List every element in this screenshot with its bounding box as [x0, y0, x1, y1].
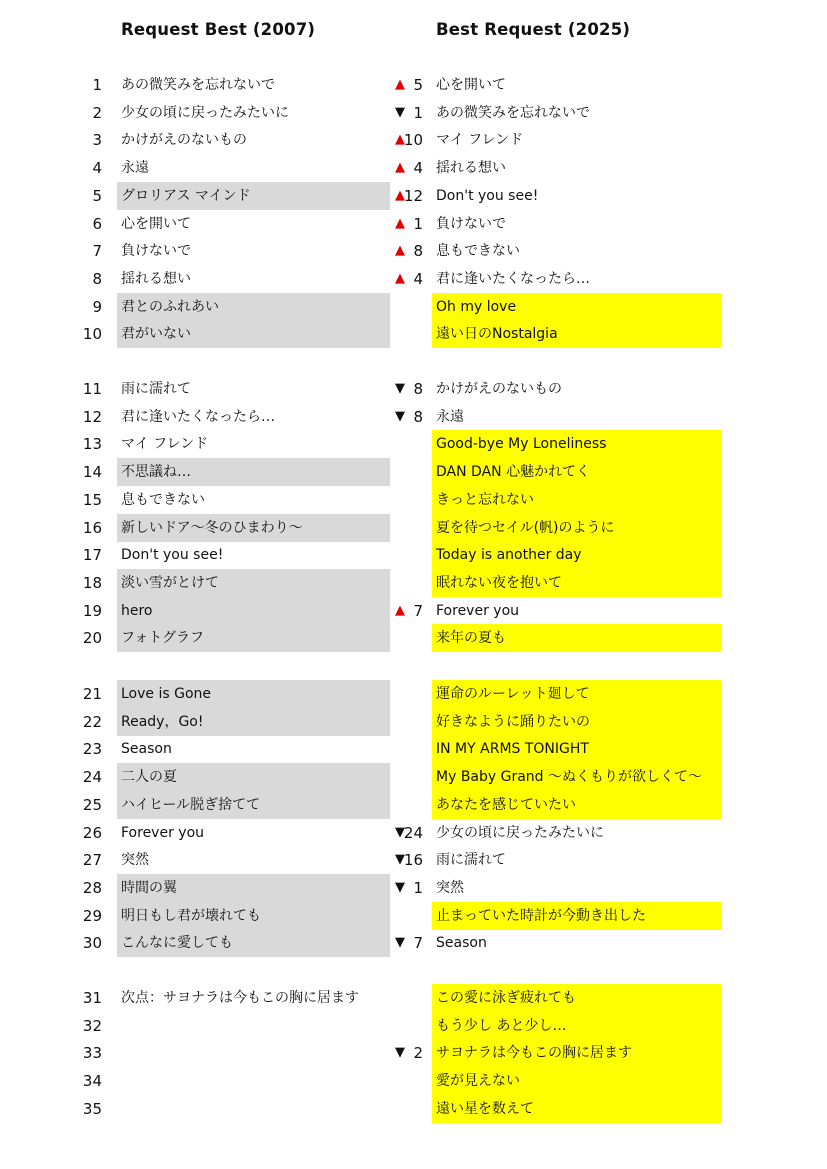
song-title-2007: 君とのふれあい — [121, 299, 219, 315]
left-cell — [117, 846, 390, 874]
header-request-best-2007: Request Best (2007) — [121, 20, 316, 39]
table-row — [0, 541, 827, 569]
song-title-2025: サヨナラは今もこの胸に居ます — [436, 1045, 632, 1061]
song-title-2025: かけがえのないもの — [436, 381, 562, 397]
song-title-2025: 来年の夏も — [436, 630, 506, 646]
table-row — [0, 154, 827, 182]
rank-number: 28 — [82, 879, 102, 897]
table-row — [0, 597, 827, 625]
song-title-2007: 淡い雪がとけて — [121, 575, 219, 591]
table-row — [0, 293, 827, 321]
song-title-2007: 新しいドア～冬のひまわり～ — [121, 520, 303, 536]
left-highlight-cell — [117, 597, 390, 625]
rank-number: 9 — [92, 298, 102, 316]
rank-number: 35 — [82, 1100, 102, 1118]
song-title-2025: Good-bye My Loneliness — [436, 436, 607, 452]
song-title-2007: 二人の夏 — [121, 769, 177, 785]
rank-number: 24 — [82, 768, 102, 786]
song-title-2025: 好きなように踊りたいの — [436, 714, 590, 730]
table-row — [0, 403, 827, 431]
table-row — [0, 1039, 827, 1067]
rank-change — [391, 265, 425, 293]
rank-number: 11 — [82, 380, 102, 398]
rank-change-number: 1 — [413, 879, 423, 897]
rank-number: 31 — [82, 989, 102, 1007]
table-row — [0, 126, 827, 154]
song-title-2025: 夏を待つセイル(帆)のように — [436, 520, 615, 536]
rank-change — [391, 375, 425, 403]
table-row — [0, 874, 827, 902]
rank-number: 27 — [82, 851, 102, 869]
song-title-2007: マイ フレンド — [121, 436, 209, 452]
rank-change — [391, 210, 425, 238]
song-title-2007: 不思議ね… — [121, 464, 191, 480]
rank-change-number: 1 — [413, 104, 423, 122]
song-title-2025: Season — [436, 935, 487, 951]
song-title-2007: 明日もし君が壊れても — [121, 908, 261, 924]
song-title-2025: 負けないで — [436, 216, 506, 232]
rank-change — [391, 1039, 425, 1067]
rank-number: 32 — [82, 1017, 102, 1035]
rank-change-number: 1 — [413, 215, 423, 233]
rank-change — [391, 182, 425, 210]
table-row — [0, 1012, 827, 1040]
table-row — [0, 1067, 827, 1095]
song-title-2007: 君がいない — [121, 326, 191, 342]
rank-number: 12 — [82, 408, 102, 426]
rank-change — [391, 874, 425, 902]
rank-number: 10 — [82, 325, 102, 343]
song-title-2025: 少女の頃に戻ったみたいに — [436, 825, 604, 841]
song-title-2007: 心を開いて — [121, 216, 191, 232]
up-arrow-icon: ▲ — [395, 243, 405, 258]
left-cell — [117, 1039, 390, 1067]
rank-number: 19 — [82, 602, 102, 620]
rank-number: 26 — [82, 824, 102, 842]
song-title-2025: あなたを感じていたい — [436, 797, 576, 813]
up-arrow-icon: ▲ — [395, 132, 405, 147]
song-title-2025: 雨に濡れて — [436, 852, 506, 868]
song-title-2007: かけがえのないもの — [121, 132, 247, 148]
rank-change-number: 12 — [403, 187, 423, 205]
song-title-2025: 眠れない夜を抱いて — [436, 575, 562, 591]
rank-change-number: 2 — [413, 1044, 423, 1062]
rank-number: 1 — [92, 76, 102, 94]
rank-number: 15 — [82, 491, 102, 509]
song-title-2007: Don't you see! — [121, 547, 224, 563]
rank-number: 3 — [92, 131, 102, 149]
rank-change-number: 4 — [413, 159, 423, 177]
song-title-2025: 突然 — [436, 880, 464, 896]
song-title-2007: 永遠 — [121, 160, 149, 176]
table-row — [0, 237, 827, 265]
rank-number: 21 — [82, 685, 102, 703]
rank-change — [391, 154, 425, 182]
rank-number: 14 — [82, 463, 102, 481]
rank-number: 18 — [82, 574, 102, 592]
right-cell — [432, 874, 721, 902]
table-row — [0, 182, 827, 210]
song-title-2025: IN MY ARMS TONIGHT — [436, 741, 589, 757]
song-title-2025: Don't you see! — [436, 188, 539, 204]
rank-change-number: 24 — [403, 824, 423, 842]
header-best-request-2025: Best Request (2025) — [436, 20, 631, 39]
down-arrow-icon: ▼ — [395, 935, 405, 950]
rank-number: 4 — [92, 159, 102, 177]
left-cell — [117, 1095, 390, 1123]
song-title-2025: 遠い星を数えて — [436, 1101, 534, 1117]
rank-number: 34 — [82, 1072, 102, 1090]
rank-number: 23 — [82, 740, 102, 758]
song-title-2025: Oh my love — [436, 299, 517, 315]
table-row — [0, 680, 827, 708]
rank-number: 29 — [82, 907, 102, 925]
rank-number: 2 — [92, 104, 102, 122]
table-row — [0, 984, 827, 1012]
rank-change-number: 8 — [413, 408, 423, 426]
table-row — [0, 486, 827, 514]
table-row — [0, 902, 827, 930]
song-title-2007: Season — [121, 741, 172, 757]
rank-number: 33 — [82, 1044, 102, 1062]
table-row — [0, 514, 827, 542]
up-arrow-icon: ▲ — [395, 216, 405, 231]
rank-number: 22 — [82, 713, 102, 731]
rank-number: 25 — [82, 796, 102, 814]
rank-number: 13 — [82, 435, 102, 453]
song-title-2025: もう少し あと少し… — [436, 1018, 567, 1034]
rank-change — [391, 237, 425, 265]
rank-change-number: 8 — [413, 380, 423, 398]
song-title-2025: 揺れる想い — [436, 160, 506, 176]
song-title-2025: 息もできない — [436, 243, 520, 259]
left-cell — [117, 154, 390, 182]
song-title-2007: 次点：サヨナラは今もこの胸に居ます — [121, 990, 359, 1006]
song-title-2025: マイ フレンド — [436, 132, 524, 148]
table-row — [0, 430, 827, 458]
rank-number: 30 — [82, 934, 102, 952]
table-row — [0, 458, 827, 486]
table-row — [0, 1095, 827, 1123]
down-arrow-icon: ▼ — [395, 880, 405, 895]
table-row — [0, 210, 827, 238]
song-title-2025: きっと忘れない — [436, 492, 534, 508]
table-row — [0, 708, 827, 736]
song-title-2007: 少女の頃に戻ったみたいに — [121, 105, 289, 121]
up-arrow-icon: ▲ — [395, 271, 405, 286]
song-title-2025: 止まっていた時計が今動き出した — [436, 908, 646, 924]
down-arrow-icon: ▼ — [395, 105, 405, 120]
left-cell — [117, 1012, 390, 1040]
song-title-2007: 突然 — [121, 852, 149, 868]
song-title-2025: Today is another day — [436, 547, 582, 563]
left-cell — [117, 1067, 390, 1095]
table-row — [0, 375, 827, 403]
down-arrow-icon: ▼ — [395, 381, 405, 396]
table-row — [0, 320, 827, 348]
rank-change — [391, 819, 425, 847]
up-arrow-icon: ▲ — [395, 188, 405, 203]
song-title-2025: Forever you — [436, 603, 520, 619]
table-row — [0, 71, 827, 99]
song-title-2007: フォトグラフ — [121, 630, 205, 646]
rank-number: 6 — [92, 215, 102, 233]
rank-change-number: 4 — [413, 270, 423, 288]
up-arrow-icon: ▲ — [395, 603, 405, 618]
rank-number: 20 — [82, 629, 102, 647]
table-row — [0, 99, 827, 127]
table-row — [0, 569, 827, 597]
rank-number: 7 — [92, 242, 102, 260]
song-title-2025: 君に逢いたくなったら… — [436, 271, 590, 287]
table-row — [0, 819, 827, 847]
rank-change-number: 7 — [413, 602, 423, 620]
song-title-2025: DAN DAN 心魅かれてく — [436, 464, 591, 480]
table-row — [0, 624, 827, 652]
song-title-2025: My Baby Grand ～ぬくもりが欲しくて～ — [436, 769, 703, 785]
table-row — [0, 929, 827, 957]
rank-change-number: 8 — [413, 242, 423, 260]
song-title-2007: あの微笑みを忘れないで — [121, 77, 275, 93]
table-row — [0, 763, 827, 791]
song-title-2007: 息もできない — [121, 492, 205, 508]
down-arrow-icon: ▼ — [395, 825, 405, 840]
song-title-2007: 雨に濡れて — [121, 381, 191, 397]
rank-number: 17 — [82, 546, 102, 564]
song-title-2007: 時間の翼 — [121, 880, 177, 896]
right-cell — [432, 403, 721, 431]
rank-number: 8 — [92, 270, 102, 288]
song-title-2007: 揺れる想い — [121, 271, 191, 287]
table-row — [0, 265, 827, 293]
song-title-2025: 心を開いて — [436, 77, 506, 93]
song-title-2007: Ready，Go! — [121, 714, 204, 730]
rank-change — [391, 126, 425, 154]
up-arrow-icon: ▲ — [395, 160, 405, 175]
song-title-2007: Forever you — [121, 825, 205, 841]
song-title-2025: 遠い日のNostalgia — [436, 326, 558, 342]
rank-change — [391, 403, 425, 431]
rank-change-number: 16 — [403, 851, 423, 869]
rank-change-number: 5 — [413, 76, 423, 94]
song-title-2025: この愛に泳ぎ疲れても — [436, 990, 576, 1006]
rank-number: 5 — [92, 187, 102, 205]
rank-change — [391, 846, 425, 874]
song-title-2007: Love is Gone — [121, 686, 212, 702]
table-row — [0, 791, 827, 819]
song-title-2007: 負けないで — [121, 243, 191, 259]
rank-change-number: 10 — [403, 131, 423, 149]
song-title-2007: こんなに愛しても — [121, 935, 233, 951]
song-title-2025: 愛が見えない — [436, 1073, 520, 1089]
down-arrow-icon: ▼ — [395, 1045, 405, 1060]
song-title-2025: 運命のルーレット廻して — [436, 686, 590, 702]
song-title-2025: 永遠 — [436, 409, 464, 425]
down-arrow-icon: ▼ — [395, 852, 405, 867]
song-title-2025: あの微笑みを忘れないで — [436, 105, 590, 121]
rank-change — [391, 71, 425, 99]
down-arrow-icon: ▼ — [395, 409, 405, 424]
rank-change — [391, 929, 425, 957]
rank-number: 16 — [82, 519, 102, 537]
song-title-2007: hero — [121, 603, 153, 619]
rank-change — [391, 99, 425, 127]
rank-change — [391, 597, 425, 625]
song-title-2007: グロリアス マインド — [121, 188, 251, 204]
rank-change-number: 7 — [413, 934, 423, 952]
table-row — [0, 846, 827, 874]
up-arrow-icon: ▲ — [395, 77, 405, 92]
table-row — [0, 735, 827, 763]
song-title-2007: 君に逢いたくなったら… — [121, 409, 275, 425]
song-title-2007: ハイヒール脱ぎ捨てて — [121, 797, 261, 813]
